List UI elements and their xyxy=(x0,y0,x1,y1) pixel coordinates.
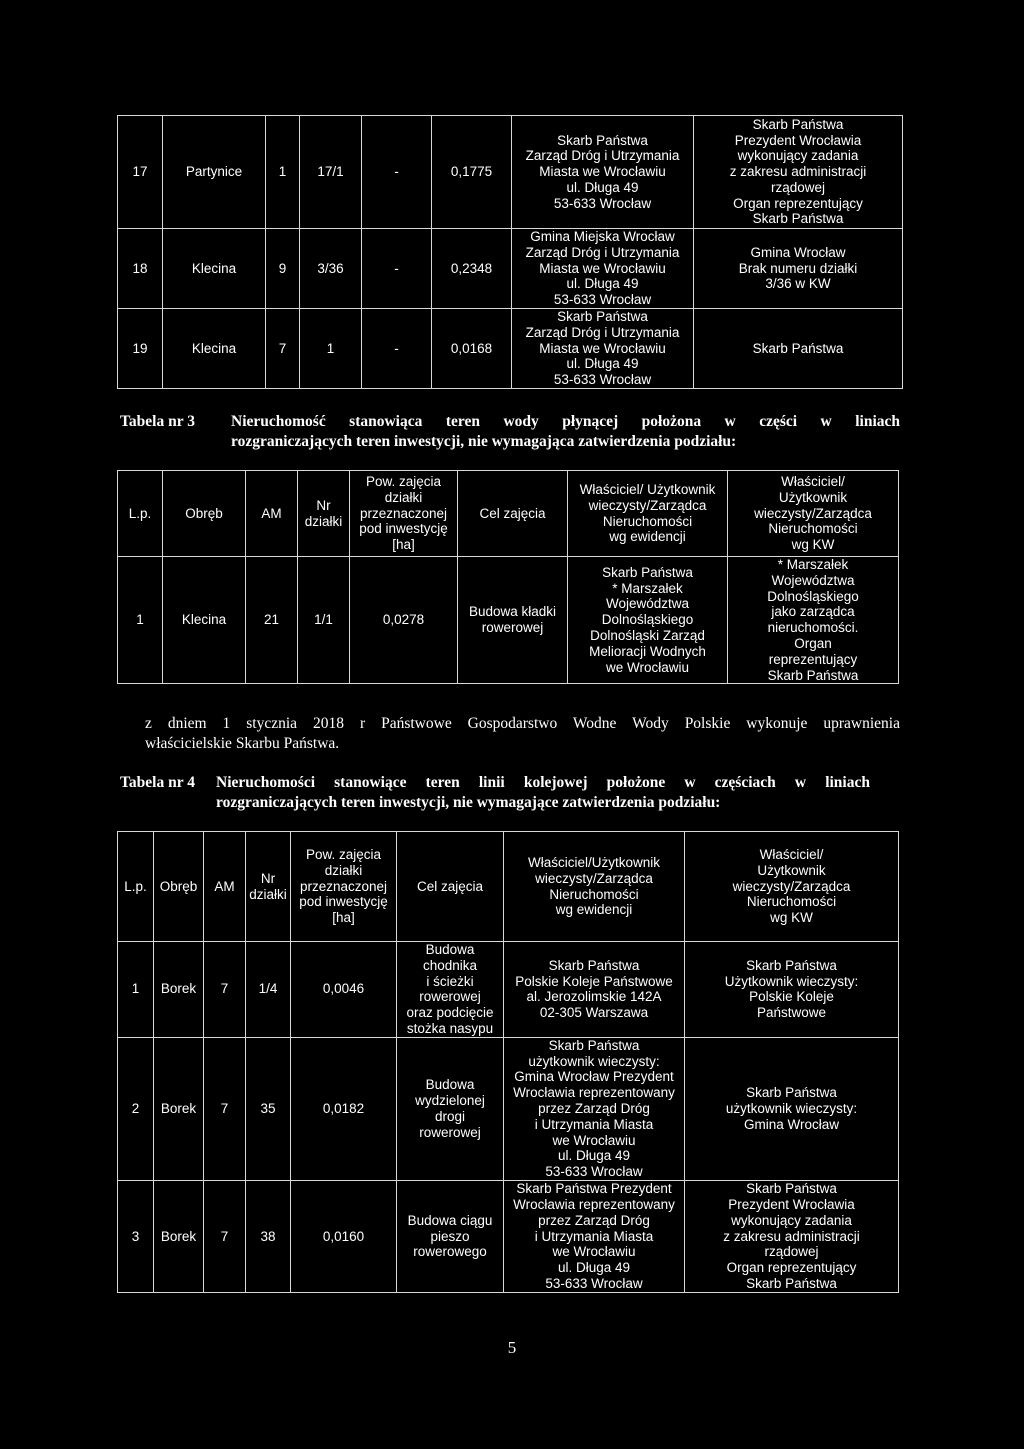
table4-caption xyxy=(120,773,870,815)
cell-owner-registry: Gmina Miejska Wrocław Zarząd Dróg i Utrzymania Miasta we Wrocławiu ul. Długa 49 53-633 Wrocław xyxy=(512,229,694,309)
header-owner-kw: Właściciel/ Użytkownik wieczysty/Zarządca Nieruchomości wg KW xyxy=(685,832,899,942)
cell-cel: Budowa ciągu pieszo rowerowego xyxy=(397,1180,504,1292)
table3-label: Tabela nr 3 xyxy=(120,413,195,430)
cell-cel: Budowa wydzielonej drogi rowerowej xyxy=(397,1037,504,1180)
table-header-row xyxy=(118,832,899,942)
cell-owner-kw: Skarb Państwa użytkownik wieczysty: Gmina Wrocław xyxy=(685,1037,899,1180)
table-row xyxy=(118,229,903,309)
cell-am: 7 xyxy=(204,942,246,1038)
table-row xyxy=(118,1180,899,1292)
cell-owner-kw: Skarb Państwa xyxy=(694,308,903,388)
cell-am: 7 xyxy=(204,1037,246,1180)
cell-lp: 19 xyxy=(118,308,163,388)
cell-obreb: Klecina xyxy=(163,557,246,684)
header-owner-kw: Właściciel/ Użytkownik wieczysty/Zarządca Nieruchomości wg KW xyxy=(728,471,899,557)
note-line2: właścicielskie Skarbu Państwa. xyxy=(145,735,340,752)
cell-lp: 17 xyxy=(118,116,163,229)
table-top xyxy=(117,115,903,389)
table4-label: Tabela nr 4 xyxy=(120,774,195,791)
table4 xyxy=(117,831,899,1293)
cell-am: 7 xyxy=(266,308,300,388)
cell-lp: 3 xyxy=(118,1180,154,1292)
cell-dash: - xyxy=(362,116,432,229)
cell-dash: - xyxy=(362,308,432,388)
cell-nr: 35 xyxy=(246,1037,291,1180)
header-am: AM xyxy=(204,832,246,942)
table4-title-line2: rozgraniczających teren inwestycji, nie wymagające zatwierdzenia podziału: xyxy=(216,794,721,811)
header-owner-registry: Właściciel/Użytkownik wieczysty/Zarządca Nieruchomości wg ewidencji xyxy=(504,832,685,942)
cell-owner-registry: Skarb Państwa Prezydent Wrocławia reprezentowany przez Zarząd Dróg i Utrzymania Miasta we Wrocławiu ul. Długa 49 53-633 Wrocław xyxy=(504,1180,685,1292)
table-row xyxy=(118,557,899,684)
header-obreb: Obręb xyxy=(163,471,246,557)
cell-cel: Budowa kładki rowerowej xyxy=(458,557,568,684)
cell-obreb: Borek xyxy=(154,942,204,1038)
table-row xyxy=(118,1037,899,1180)
cell-lp: 2 xyxy=(118,1037,154,1180)
table-row xyxy=(118,942,899,1038)
cell-pow: 0,0182 xyxy=(291,1037,397,1180)
cell-pow: 0,0278 xyxy=(350,557,458,684)
cell-owner-kw: Gmina Wrocław Brak numeru działki 3/36 w KW xyxy=(694,229,903,309)
cell-pow: 0,0160 xyxy=(291,1180,397,1292)
cell-nr: 1/1 xyxy=(298,557,350,684)
cell-nr: 1 xyxy=(300,308,362,388)
header-pow: Pow. zajęcia działki przeznaczonej pod inwestycję [ha] xyxy=(291,832,397,942)
cell-nr: 3/36 xyxy=(300,229,362,309)
header-lp: L.p. xyxy=(118,832,154,942)
header-lp: L.p. xyxy=(118,471,163,557)
note-paragraph xyxy=(145,714,900,754)
header-nr: Nr działki xyxy=(246,832,291,942)
cell-owner-kw: Skarb Państwa Prezydent Wrocławia wykonujący zadania z zakresu administracji rządowej Organ reprezentujący Skarb Państwa xyxy=(694,116,903,229)
header-cel: Cel zajęcia xyxy=(397,832,504,942)
note-line1: z dniem 1 stycznia 2018 r Państwowe Gospodarstwo Wodne Wody Polskie wykonuje uprawnienia xyxy=(145,715,900,732)
table3-caption xyxy=(120,412,900,454)
cell-owner-kw: Skarb Państwa Prezydent Wrocławia wykonujący zadania z zakresu administracji rządowej Organ reprezentujący Skarb Państwa xyxy=(685,1180,899,1292)
cell-nr: 38 xyxy=(246,1180,291,1292)
cell-owner-kw: * Marszałek Województwa Dolnośląskiego jako zarządca nieruchomości. Organ reprezentujący Skarb Państwa xyxy=(728,557,899,684)
table3 xyxy=(117,470,899,684)
cell-owner-registry: Skarb Państwa Zarząd Dróg i Utrzymania Miasta we Wrocławiu ul. Długa 49 53-633 Wrocław xyxy=(512,308,694,388)
cell-obreb: Partynice xyxy=(163,116,266,229)
header-cel: Cel zajęcia xyxy=(458,471,568,557)
cell-lp: 1 xyxy=(118,557,163,684)
cell-nr: 17/1 xyxy=(300,116,362,229)
header-owner-registry: Właściciel/ Użytkownik wieczysty/Zarządca Nieruchomości wg ewidencji xyxy=(568,471,728,557)
table-row xyxy=(118,116,903,229)
cell-am: 21 xyxy=(246,557,298,684)
cell-owner-registry: Skarb Państwa użytkownik wieczysty: Gmina Wrocław Prezydent Wrocławia reprezentowany przez Zarząd Dróg i Utrzymania Miasta we Wrocławiu ul. Długa 49 53-633 Wrocław xyxy=(504,1037,685,1180)
page-number: 5 xyxy=(507,1338,517,1357)
cell-pow: 0,2348 xyxy=(432,229,512,309)
cell-pow: 0,0046 xyxy=(291,942,397,1038)
header-am: AM xyxy=(246,471,298,557)
header-nr: Nr działki xyxy=(298,471,350,557)
table4-title-line1: Nieruchomości stanowiące teren linii kolejowej położone w częściach w liniach xyxy=(216,774,870,791)
cell-dash: - xyxy=(362,229,432,309)
cell-lp: 18 xyxy=(118,229,163,309)
header-pow: Pow. zajęcia działki przeznaczonej pod inwestycję [ha] xyxy=(350,471,458,557)
cell-am: 9 xyxy=(266,229,300,309)
cell-obreb: Klecina xyxy=(163,308,266,388)
table-header-row xyxy=(118,471,899,557)
cell-owner-registry: Skarb Państwa Polskie Koleje Państwowe al. Jerozolimskie 142A 02-305 Warszawa xyxy=(504,942,685,1038)
cell-pow: 0,1775 xyxy=(432,116,512,229)
cell-am: 7 xyxy=(204,1180,246,1292)
cell-pow: 0,0168 xyxy=(432,308,512,388)
cell-nr: 1/4 xyxy=(246,942,291,1038)
table3-title-line2: rozgraniczających teren inwestycji, nie wymagająca zatwierdzenia podziału: xyxy=(231,433,737,450)
cell-lp: 1 xyxy=(118,942,154,1038)
cell-owner-registry: Skarb Państwa * Marszałek Województwa Dolnośląskiego Dolnośląski Zarząd Melioracji Wodnych we Wrocławiu xyxy=(568,557,728,684)
cell-owner-registry: Skarb Państwa Zarząd Dróg i Utrzymania Miasta we Wrocławiu ul. Długa 49 53-633 Wrocław xyxy=(512,116,694,229)
cell-obreb: Borek xyxy=(154,1180,204,1292)
cell-owner-kw: Skarb Państwa Użytkownik wieczysty: Polskie Koleje Państwowe xyxy=(685,942,899,1038)
cell-obreb: Borek xyxy=(154,1037,204,1180)
cell-obreb: Klecina xyxy=(163,229,266,309)
cell-am: 1 xyxy=(266,116,300,229)
table-row xyxy=(118,308,903,388)
header-obreb: Obręb xyxy=(154,832,204,942)
cell-cel: Budowa chodnika i ścieżki rowerowej oraz podcięcie stożka nasypu xyxy=(397,942,504,1038)
table3-title-line1: Nieruchomość stanowiąca teren wody płynącej położona w części w liniach xyxy=(231,413,900,430)
